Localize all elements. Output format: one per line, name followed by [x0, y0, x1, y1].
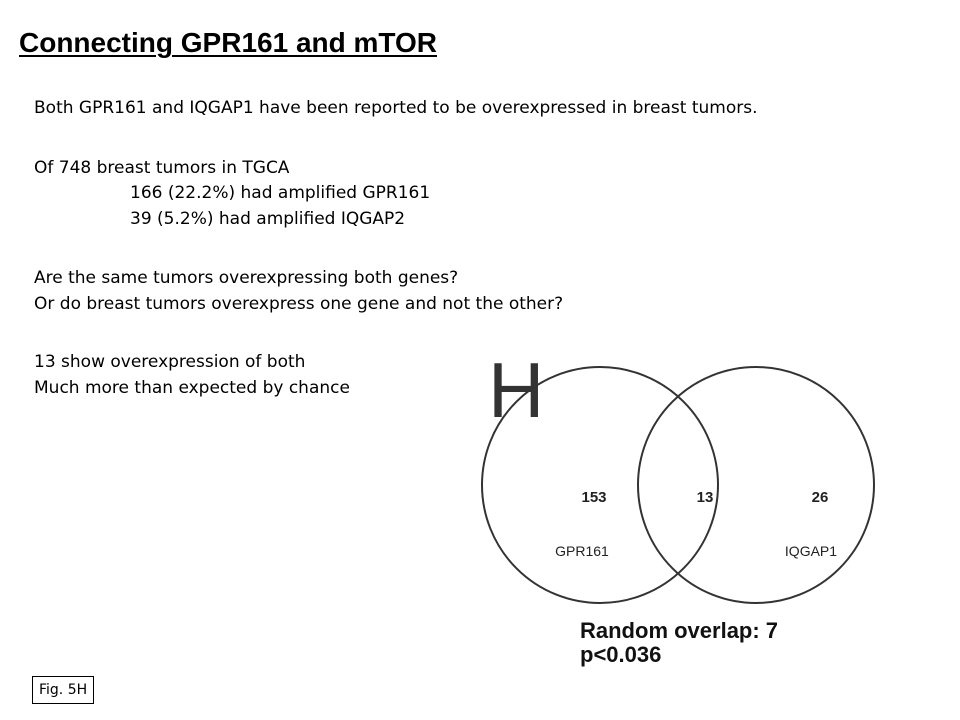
spacer	[34, 317, 758, 350]
iqgap-stat-line: 39 (5.2%) had amplified IQGAP2	[130, 208, 406, 229]
venn-figure	[480, 346, 940, 685]
panel-letter: H	[488, 346, 545, 434]
intro-line: Both GPR161 and IQGAP1 have been reported to be overexpressed in breast tumors.	[34, 98, 758, 118]
question-line-2: Or do breast tumors overexpress one gene and not the other?	[34, 293, 564, 314]
cohort-line: Of 748 breast tumors in TGCA	[34, 157, 290, 178]
right-only-count: 26	[811, 489, 829, 506]
random-overlap-text: Random overlap: 7	[580, 618, 779, 643]
result-line-2: Much more than expected by chance	[34, 377, 350, 398]
gpr161-stat-line: 166 (22.2%) had amplified GPR161	[130, 183, 431, 203]
iqgap1-set-label: IQGAP1	[784, 543, 838, 559]
spacer	[34, 232, 758, 266]
slide-title: Connecting GPR161 and mTOR	[19, 27, 437, 58]
p-value-text: p<0.036	[580, 642, 662, 667]
overlap-stats	[580, 619, 778, 667]
result-line-1: 13 show overexpression of both	[34, 352, 306, 372]
question-line-1: Are the same tumors overexpressing both genes?	[34, 268, 459, 288]
overlap-count: 13	[696, 489, 714, 506]
gpr161-set-label: GPR161	[555, 543, 609, 559]
left-only-count: 153	[581, 489, 607, 506]
spacer	[34, 122, 758, 156]
figure-reference-label: Fig. 5H	[32, 676, 94, 704]
iqgap1-circle	[638, 367, 874, 603]
gpr161-circle	[482, 367, 718, 603]
